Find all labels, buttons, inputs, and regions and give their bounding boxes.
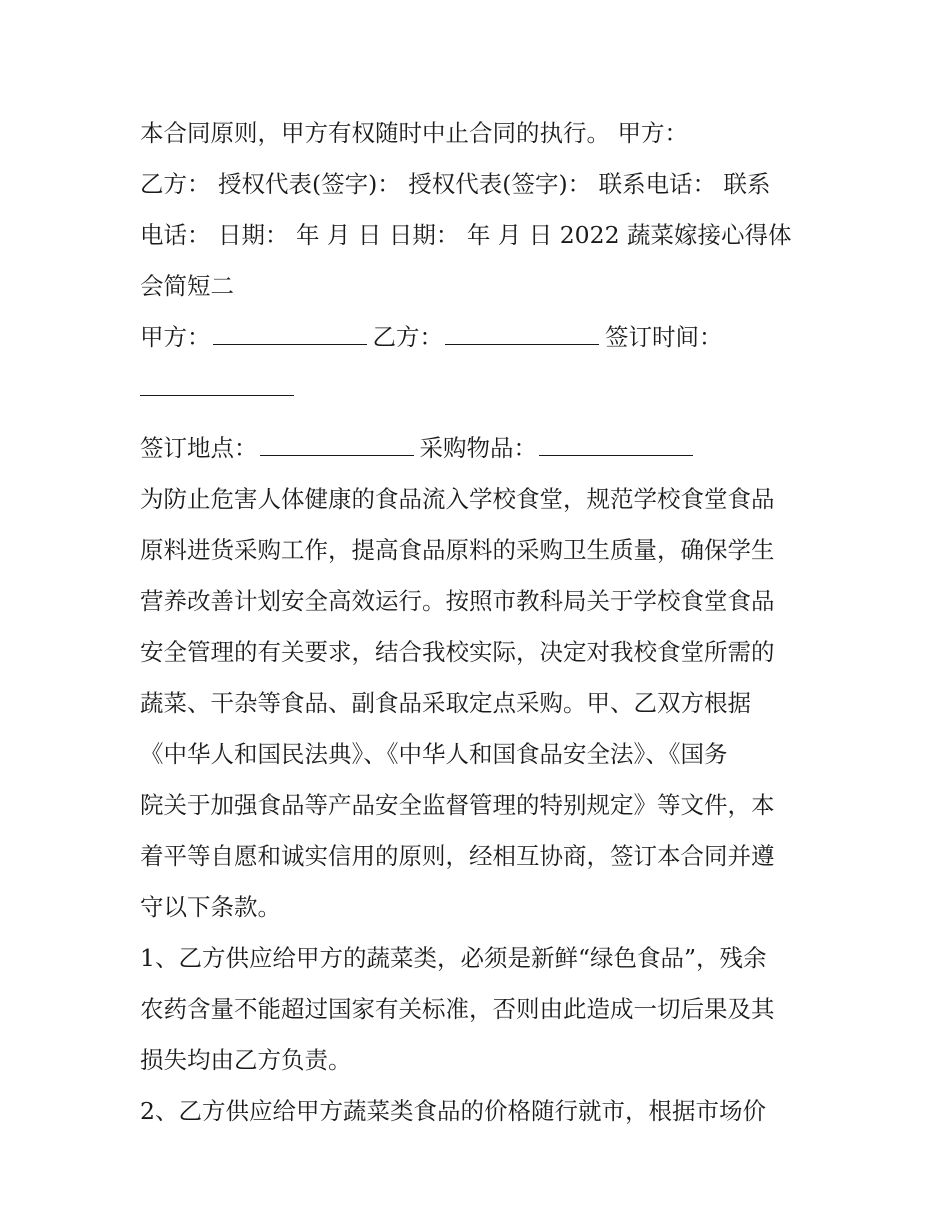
signing-parties-line <box>140 312 812 363</box>
sign-time-label: 签订时间： <box>605 323 723 351</box>
sign-time-blank <box>140 379 294 396</box>
clause-2 <box>140 1086 812 1137</box>
signing-place-line <box>140 423 812 474</box>
text-line: 营养改善计划安全高效运行。按照市教科局关于学校食堂食品 <box>140 587 775 615</box>
text-line: 为防止危害人体健康的食品流入学校食堂，规范学校食堂食品 <box>140 485 775 513</box>
clause-1 <box>140 933 812 1086</box>
text-line: 农药含量不能超过国家有关标准，否则由此造成一切后果及其 <box>140 995 775 1023</box>
text-line: 守以下条款。 <box>140 893 281 921</box>
party-b-blank <box>445 328 599 345</box>
text-line: 原料进货采购工作，提高食品原料的采购卫生质量，确保学生 <box>140 536 775 564</box>
text-line: 《中华人和国民法典》、《中华人和国食品安全法》、《国务 <box>140 740 728 768</box>
sign-time-blank-line <box>140 363 812 414</box>
text-line: 2、乙方供应给甲方蔬菜类食品的价格随行就市，根据市场价 <box>140 1097 766 1125</box>
text-line: 损失均由乙方负责。 <box>140 1046 352 1074</box>
purchase-items-blank <box>539 439 693 456</box>
text-line: 1、乙方供应给甲方的蔬菜类，必须是新鲜“绿色食品”，残余 <box>140 944 767 972</box>
text-line: 安全管理的有关要求，结合我校实际，决定对我校食堂所需的 <box>140 638 775 666</box>
purchase-items-label: 采购物品： <box>419 434 537 462</box>
signing-info <box>140 312 812 474</box>
text-line: 乙方： 授权代表(签字)： 授权代表(签字)： 联系电话： 联系 <box>140 170 771 198</box>
text-line: 蔬菜、干杂等食品、副食品采取定点采购。甲、乙双方根据 <box>140 689 751 717</box>
text-line: 会简短二 <box>140 272 234 300</box>
text-line: 院关于加强食品等产品安全监督管理的特别规定》等文件，本 <box>140 791 775 819</box>
party-a-blank <box>213 328 367 345</box>
sign-place-blank <box>260 439 414 456</box>
text-line: 电话： 日期： 年 月 日 日期： 年 月 日 2022 蔬菜嫁接心得体 <box>140 221 792 249</box>
contract-closing-paragraph <box>140 108 812 312</box>
document-body <box>140 108 812 1137</box>
intro-paragraph <box>140 474 812 933</box>
text-line: 本合同原则，甲方有权随时中止合同的执行。 甲方： <box>140 119 688 147</box>
party-a-label: 甲方： <box>140 323 211 351</box>
text-line: 着平等自愿和诚实信用的原则，经相互协商，签订本合同并遵 <box>140 842 775 870</box>
sign-place-label: 签订地点： <box>140 434 258 462</box>
party-b-label: 乙方： <box>372 323 443 351</box>
